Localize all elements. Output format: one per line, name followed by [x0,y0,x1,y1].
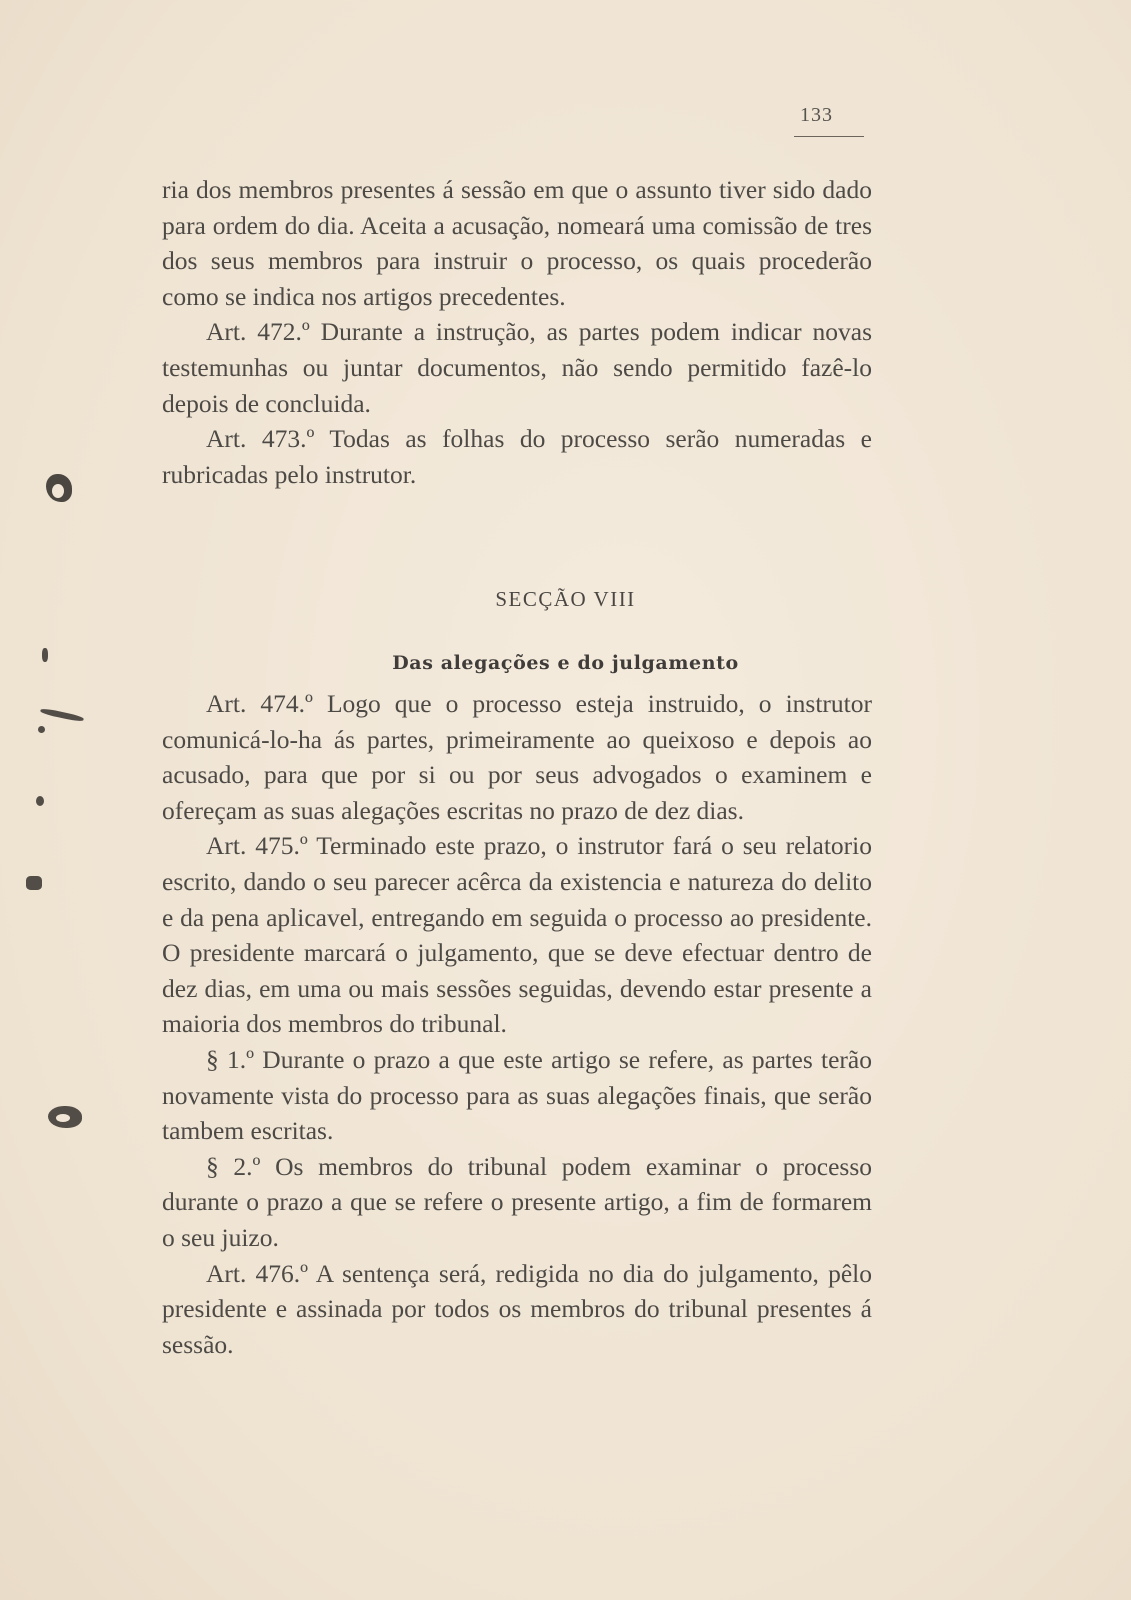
margin-speck-3 [40,707,84,722]
paragraph-section-2: § 2.º Os membros do tribunal podem examinar o processo durante o prazo a que se refere o presente artigo, a fim de formarem o seu juizo. [162,1151,872,1252]
text-block-top [162,172,872,492]
paragraph-art-476: Art. 476.º A sentença será, redigida no dia do julgamento, pêlo presidente e assinada por todos os membros do tribunal presentes á sessão. [162,1258,872,1359]
text-block-bottom [162,686,872,1362]
margin-speck-6 [26,876,42,890]
paragraph-art-474: Art. 474.º Logo que o processo esteja instruido, o instrutor comunicá-lo-ha ás partes, primeiramente ao queixoso e depois ao acusado, para que por si ou por seus advogados o examinem e ofereçam as suas alegações escritas no prazo de dez dias. [162,689,872,825]
page-number-rule [794,136,864,137]
margin-speck-2 [42,648,48,662]
margin-speck-4 [38,726,45,733]
paragraph-art-473: Art. 473.º Todas as folhas do processo serão numeradas e rubricadas pelo instrutor. [162,424,872,489]
section-heading: SECÇÃO VIII [495,587,636,611]
paragraph-continuation: ria dos membros presentes á sessão em que o assunto tiver sido dado para ordem do dia. Aceita a acusação, nomeará uma comissão de tres dos seus membros para instruir o processo, os quais procederão como se indica nos artigos precedentes. [162,175,872,311]
page-number: 133 [800,104,833,126]
margin-blot-7-highlight [56,1114,70,1122]
margin-blot-1-highlight [52,484,64,498]
margin-speck-5 [36,796,44,806]
paragraph-section-1: § 1.º Durante o prazo a que este artigo se refere, as partes terão novamente vista do processo para as suas alegações finais, que serão tambem escritas. [162,1044,872,1146]
paragraph-art-472: Art. 472.º Durante a instrução, as partes podem indicar novas testemunhas ou juntar documentos, não sendo permitido fazê-lo depois de concluida. [162,317,872,418]
paragraph-art-475: Art. 475.º Terminado este prazo, o instrutor fará o seu relatorio escrito, dando o seu parecer acêrca da existencia e natureza do delito e da pena aplicavel, entregando em seguida o processo ao presidente. O presidente marcará o julgamento, que se deve efectuar dentro de dez dias, em uma ou mais sessões seguidas, devendo estar presente a maioria dos membros do tribunal. [162,831,872,1039]
section-subtitle: Das alegações e do julgamento [392,652,739,674]
